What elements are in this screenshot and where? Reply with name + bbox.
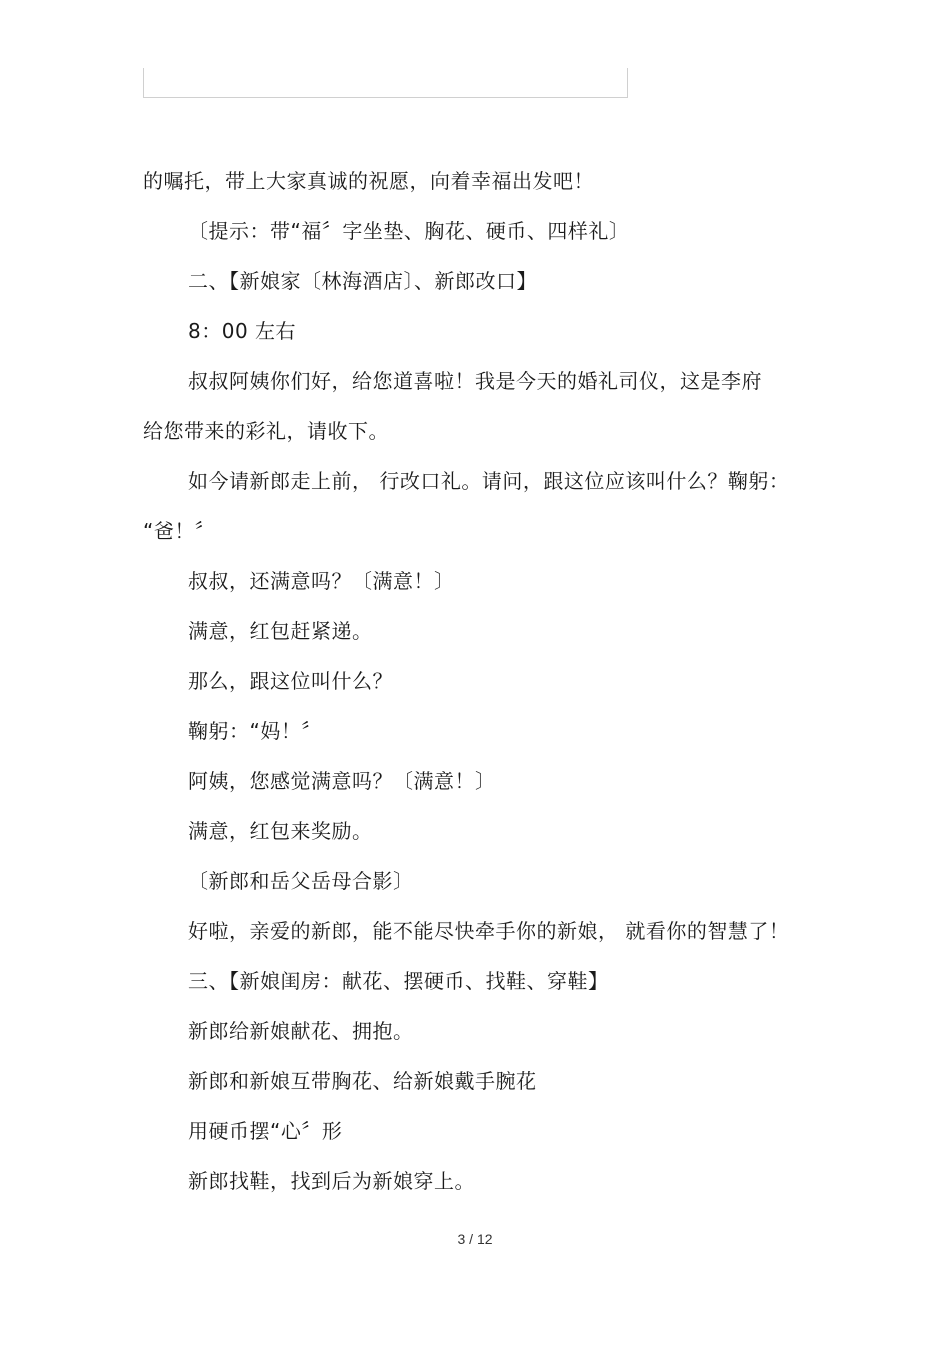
text-line: 好啦，亲爱的新郎，能不能尽快牵手你的新娘， 就看你的智慧了！	[188, 919, 790, 943]
time-line: 8：00 左右	[188, 319, 297, 343]
text-line: 的嘱托，带上大家真诚的祝愿，向着幸福出发吧！	[143, 169, 594, 193]
text-line: 那么，跟这位叫什么？	[188, 669, 393, 693]
text-line: 鞠躬：“妈！〞	[188, 719, 322, 743]
text-line: 〔新郎和岳父岳母合影〕	[188, 869, 414, 893]
section-heading: 二、【新娘家〔林海酒店〕、新郎改口】	[188, 269, 537, 293]
text-line: 满意，红包赶紧递。	[188, 619, 373, 643]
text-line: 〔提示：带“福〞字坐垫、胸花、硬币、四样礼〕	[188, 219, 630, 243]
text-line: 叔叔，还满意吗？〔满意！〕	[188, 569, 455, 593]
text-line: 叔叔阿姨你们好，给您道喜啦！我是今天的婚礼司仪，这是李府	[188, 369, 762, 393]
text-line: 新郎和新娘互带胸花、给新娘戴手腕花	[188, 1069, 537, 1093]
top-frame-box	[143, 68, 628, 98]
section-heading: 三、【新娘闺房：献花、摆硬币、找鞋、穿鞋】	[188, 969, 609, 993]
text-line: 新郎给新娘献花、拥抱。	[188, 1019, 414, 1043]
page-number: 3 / 12	[457, 1231, 493, 1247]
text-line: 新郎找鞋，找到后为新娘穿上。	[188, 1169, 475, 1193]
text-line: 给您带来的彩礼，请收下。	[143, 419, 389, 443]
text-line: “爸！〞	[143, 519, 216, 543]
text-line: 如今请新郎走上前， 行改口礼。请问，跟这位应该叫什么？鞠躬：	[188, 469, 790, 493]
text-line: 用硬币摆“心〞形	[188, 1119, 343, 1143]
text-line: 阿姨，您感觉满意吗？〔满意！〕	[188, 769, 496, 793]
text-line: 满意，红包来奖励。	[188, 819, 373, 843]
